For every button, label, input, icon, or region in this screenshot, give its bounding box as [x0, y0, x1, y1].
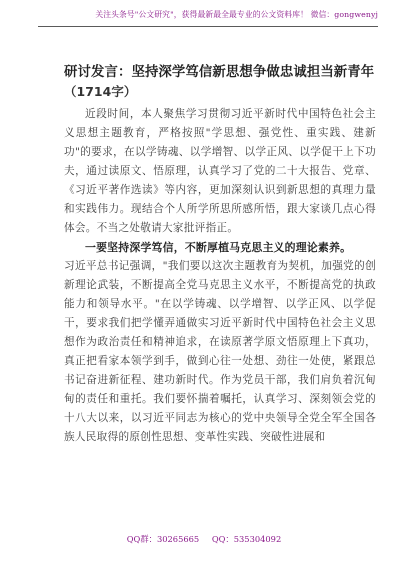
intro-paragraph: 近段时间，本人聚焦学习贯彻习近平新时代中国特色社会主义思想主题教育，严格按照"学思想、强党性、重实践、建新功"的要求，在以学铸魂、以学增智、以学正风、以学促干上下功夫，通过读原文、悟原理，认真学习了党的二十大报告、党章、《习近平著作选读》等内容，更加深刻认识到新思想的真理力量和实践伟力。现结合个人所学所思所感所悟，跟大家谈几点心得体会。不当之处敬请大家批评指正。 [64, 108, 376, 234]
header-divider [38, 26, 378, 27]
document-body [64, 105, 376, 447]
footer-qq: QQ：535304092 [211, 534, 282, 544]
title-text: 研讨发言：坚持深学笃信新思想争做忠诚担当新青年 [64, 65, 375, 80]
document-title [64, 63, 376, 101]
section-heading: 一要坚持深学笃信，不断厚植马克思主义的理论素养。 [85, 241, 352, 254]
body-paragraph: 习近平总书记强调，"我们要以这次主题教育为契机，加强党的创新理论武装，不断提高全党马克思主义水平，不断提高党的执政能力和领导水平。"在以学铸魂、以学增智、以学正风、以学促干，要求我们把学懂弄通做实习近平新时代中国特色社会主义思想作为政治责任和精神追求，在读原著学原文悟原理上下真功，真正把看家本领学到手，做到心往一处想、劲往一处使，紧跟总书记奋进新征程、建功新时代。作为党员干部，我们肩负着沉甸甸的责任和重托。我们要怀揣着嘱托，认真学习、深刻领会党的十八大以来，以习近平同志为核心的党中央领导全党全军全国各族人民取得的原创性思想、变革性实践、突破性进展和 [64, 260, 376, 443]
footer-qq-group: QQ群：30265665 [126, 534, 200, 544]
word-count: （1714字） [64, 84, 137, 99]
header-note: 关注头条号"公文研究"，获得最新最全最专业的公文资料库！ 微信：gongwenyj [95, 10, 378, 19]
footer [0, 533, 408, 545]
